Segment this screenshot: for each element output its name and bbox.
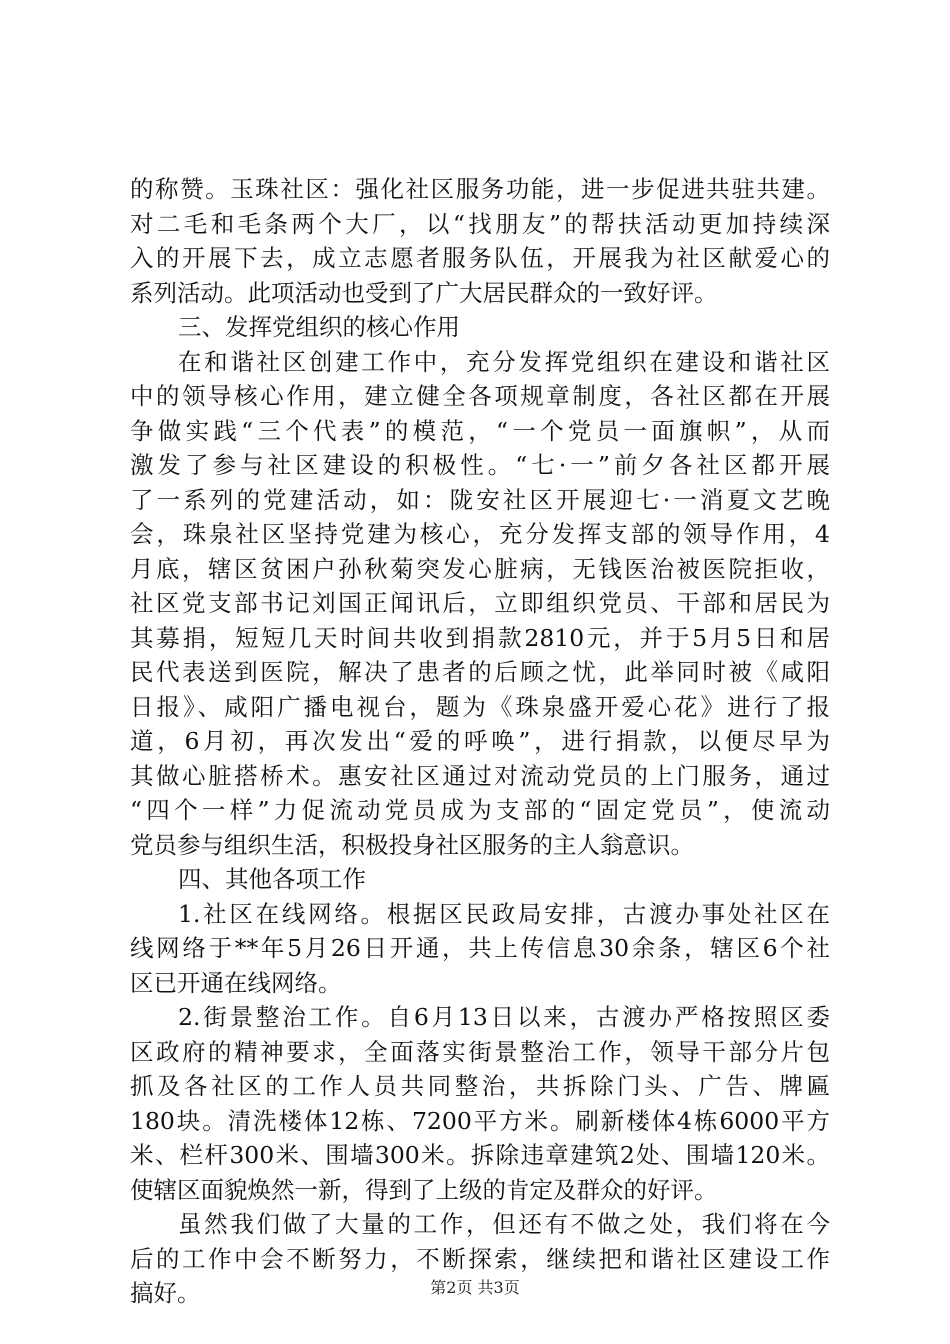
text-line: 日报》、咸阳广播电视台，题为《珠泉盛开爱心花》进行了报 [130,692,830,721]
text-line: 会，珠泉社区坚持党建为核心，充分发挥支部的领导作用，4 [130,520,830,548]
section-heading: 三、发挥党组织的核心作用 [178,313,460,341]
document-body [130,172,830,1311]
section-heading: 四、其他各项工作 [178,865,366,893]
text-line: 后的工作中会不断努力，不断探索，继续把和谐社区建设工作 [130,1244,830,1273]
page-footer: 第2页 共3页 [430,1278,520,1297]
text-line: 抓及各社区的工作人员共同整治，共拆除门头、广告、牌匾 [130,1072,830,1100]
text-line: 民代表送到医院，解决了患者的后顾之忧，此举同时被《咸阳 [130,658,830,686]
text-line: 激发了参与社区建设的积极性。“七·一”前夕各社区都开展 [130,451,830,479]
text-line: 对二毛和毛条两个大厂，以“找朋友”的帮扶活动更加持续深 [130,209,830,238]
text-line: 系列活动。此项活动也受到了广大居民群众的一致好评。 [130,278,718,307]
text-line: 使辖区面貌焕然一新，得到了上级的肯定及群众的好评。 [130,1175,718,1204]
text-line: 线网络于**年5月26日开通，共上传信息30余条，辖区6个社 [130,934,830,962]
text-line: 其募捐，短短几天时间共收到捐款2810元，并于5月5日和居 [130,623,830,652]
text-line: 其做心脏搭桥术。惠安社区通过对流动党员的上门服务，通过 [130,761,830,790]
text-line: 党员参与组织生活，积极投身社区服务的主人翁意识。 [130,830,694,859]
text-line: 道，6月初，再次发出“爱的呼唤”，进行捐款，以便尽早为 [130,727,830,755]
text-line: 的称赞。玉珠社区：强化社区服务功能，进一步促进共驻共建。 [130,175,830,203]
text-line: 180块。清洗楼体12栋、7200平方米。刷新楼体4栋6000平方 [130,1106,830,1135]
text-line: 了一系列的党建活动，如：陇安社区开展迎七·一消夏文艺晚 [130,485,830,514]
text-line: 争做实践“三个代表”的模范，“一个党员一面旗帜”，从而 [130,416,830,445]
text-line: 2.街景整治工作。自6月13日以来，古渡办严格按照区委 [178,1003,830,1031]
text-line: 搞好。 [130,1279,201,1307]
text-line: “四个一样”力促流动党员成为支部的“固定党员”，使流动 [130,796,830,824]
text-line: 1.社区在线网络。根据区民政局安排，古渡办事处社区在 [178,899,830,928]
text-line: 入的开展下去，成立志愿者服务队伍，开展我为社区献爱心的 [130,244,830,272]
text-line: 区政府的精神要求，全面落实街景整治工作，领导干部分片包 [130,1037,830,1066]
text-line: 米、栏杆300米、围墙300米。拆除违章建筑2处、围墙120米。 [130,1141,830,1169]
text-line: 虽然我们做了大量的工作，但还有不做之处，我们将在今 [178,1210,830,1238]
text-line: 中的领导核心作用，建立健全各项规章制度，各社区都在开展 [130,382,830,410]
text-line: 区已开通在线网络。 [130,968,342,997]
text-line: 社区党支部书记刘国正闻讯后，立即组织党员、干部和居民为 [130,589,830,617]
text-line: 月底，辖区贫困户孙秋菊突发心脏病，无钱医治被医院拒收， [130,554,830,583]
text-line: 在和谐社区创建工作中，充分发挥党组织在建设和谐社区 [178,347,830,376]
